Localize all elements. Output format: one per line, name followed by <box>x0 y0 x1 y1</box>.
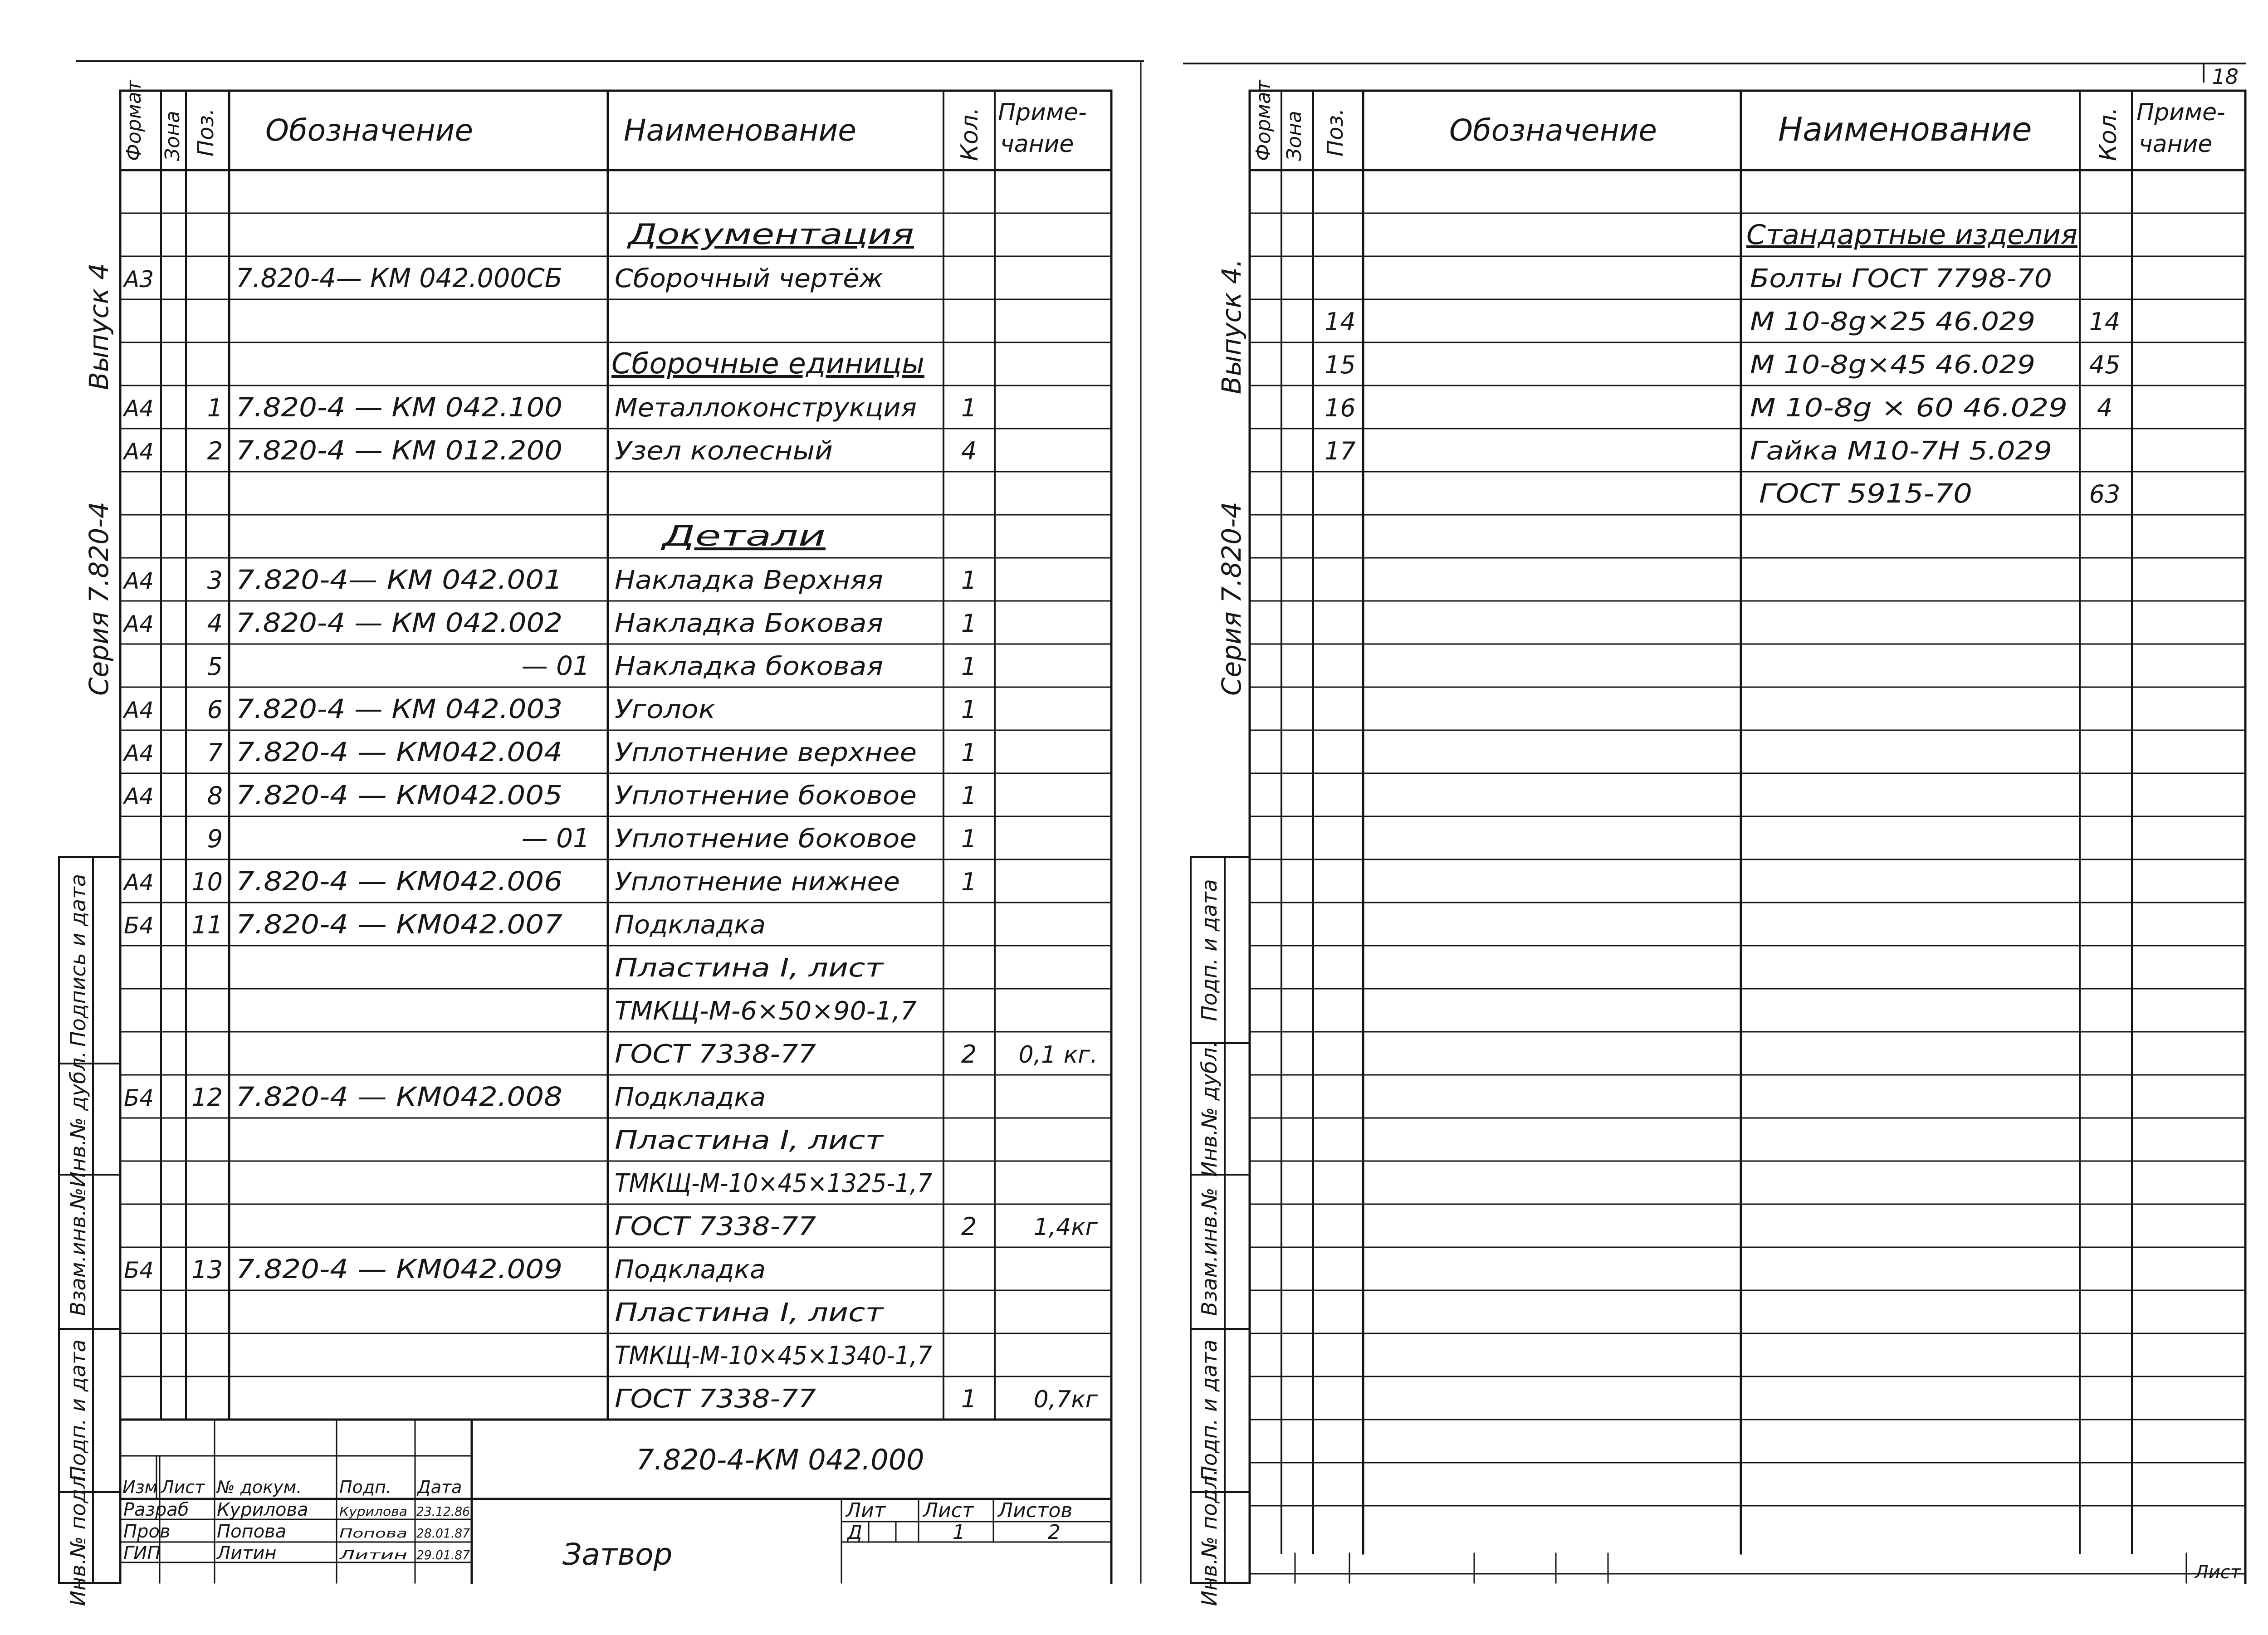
stamp-box-label: Подпись и дата <box>66 874 90 1047</box>
tb-col-header: Дата <box>417 1477 462 1497</box>
section-heading: Стандартные изделия <box>1746 219 2077 251</box>
cell-pos: 1 <box>207 394 223 422</box>
stamp-box-label: Взам.инв.№ <box>1197 1187 1222 1316</box>
sheets-label: Листов <box>998 1499 1073 1522</box>
cell-format: Б4 <box>124 1257 154 1284</box>
cell-name: ТМКЩ-М-6×50×90-1,7 <box>615 996 917 1026</box>
cell-designation: 7.820-4 — КМ042.007 <box>236 909 563 940</box>
tb-person: Курилова <box>217 1499 308 1520</box>
header-qty: Кол. <box>2095 107 2122 161</box>
right-sheet-label: Лист <box>2195 1562 2241 1583</box>
page-number: 18 <box>2212 64 2239 89</box>
series-label: Серия 7.820-4 <box>1216 502 1247 696</box>
header-designation: Обозначение <box>265 113 473 148</box>
cell-name: Металлоконструкция <box>615 393 917 423</box>
tb-col-header: Подп. <box>339 1477 392 1497</box>
cell-format: А4 <box>124 697 154 723</box>
cell-note: 0,1 кг. <box>1018 1041 1098 1069</box>
cell-name: ТМКЩ-М-10×45×1340-1,7 <box>615 1341 933 1371</box>
cell-name: Уплотнение нижнее <box>615 867 900 897</box>
cell-pos: 8 <box>207 781 223 810</box>
header-format: Формат <box>1252 80 1275 161</box>
cell-pos: 5 <box>207 652 223 681</box>
cell-designation: 7.820-4 — КМ042.004 <box>236 737 562 767</box>
tb-date: 23.12.86 <box>416 1504 470 1519</box>
cell-name: Пластина I, лист <box>615 1298 884 1328</box>
cell-pos: 17 <box>1325 437 1356 465</box>
tb-signature: Курилова <box>339 1504 407 1519</box>
cell-name: Накладка Верхняя <box>615 566 883 595</box>
section-heading: Документация <box>626 218 914 251</box>
header-zone: Зона <box>161 111 184 161</box>
cell-qty: 1 <box>961 781 977 810</box>
cell-name: ГОСТ 7338-77 <box>615 1212 816 1241</box>
stamp-box-label: Инв.№ подл. <box>66 1469 90 1606</box>
cell-name: Гайка М10-7Н 5.029 <box>1750 436 2052 466</box>
cell-qty: 45 <box>2089 351 2121 379</box>
tb-role: ГИП <box>123 1543 161 1564</box>
header-pos: Поз. <box>193 108 219 156</box>
stamp-box-label: Инв.№ дубл. <box>66 1051 90 1187</box>
cell-name: Уплотнение боковое <box>615 824 917 854</box>
sheet-value: 1 <box>953 1521 965 1544</box>
section-heading: Детали <box>660 519 826 552</box>
cell-name: Пластина I, лист <box>615 1126 884 1155</box>
cell-pos: 15 <box>1325 351 1356 379</box>
cell-name: М 10-8g×45 46.029 <box>1750 350 2035 380</box>
cell-pos: 6 <box>207 695 223 724</box>
cell-qty: 1 <box>961 825 977 853</box>
cell-qty: 4 <box>2097 394 2113 422</box>
cell-format: А4 <box>124 869 154 896</box>
cell-pos: 7 <box>207 738 223 767</box>
cell-designation: 7.820-4— КМ 042.000СБ <box>236 263 562 293</box>
header-note-line2: чание <box>1000 131 1074 158</box>
doc-number: 7.820-4-КМ 042.000 <box>636 1443 924 1476</box>
cell-name: Подкладка <box>615 1255 766 1284</box>
cell-designation: 7.820-4 — КМ 042.100 <box>236 392 562 423</box>
lit-label: Лит <box>846 1499 886 1522</box>
header-pos: Поз. <box>1323 108 1348 156</box>
cell-designation: 7.820-4 — КМ 042.002 <box>236 607 562 638</box>
header-name: Наименование <box>624 113 856 148</box>
stamp-box-label: Подп. и дата <box>66 1339 90 1482</box>
cell-qty: 1 <box>961 652 977 681</box>
stamp-box-label: Взам.инв.№ <box>66 1187 90 1316</box>
header-note-line1: Приме- <box>2136 99 2225 126</box>
cell-pos: 11 <box>191 911 223 939</box>
cell-pos: 12 <box>191 1083 223 1112</box>
cell-name: М 10-8g × 60 46.029 <box>1750 393 2068 423</box>
header-zone: Зона <box>1283 111 1306 161</box>
cell-designation: 7.820-4 — КМ042.005 <box>236 780 562 810</box>
cell-format: А4 <box>124 611 154 637</box>
tb-person: Попова <box>217 1521 287 1542</box>
cell-name: М 10-8g×25 46.029 <box>1750 307 2035 337</box>
cell-format: Б4 <box>124 913 154 939</box>
cell-pos: 2 <box>207 437 223 465</box>
cell-qty: 1 <box>961 394 977 422</box>
cell-name: ГОСТ 5915-70 <box>1759 478 1972 509</box>
cell-designation: 7.820-4 — КМ042.006 <box>236 866 562 897</box>
cell-name: Подкладка <box>615 910 766 940</box>
tb-role: Пров <box>123 1521 171 1542</box>
section-heading: Сборочные единицы <box>611 347 924 380</box>
cell-format: А4 <box>124 395 154 422</box>
cell-name: Подкладка <box>615 1083 766 1112</box>
cell-pos: 3 <box>207 566 223 595</box>
header-note-line1: Приме- <box>998 99 1087 126</box>
cell-name: Болты ГОСТ 7798-70 <box>1750 264 2052 293</box>
cell-name: Накладка Боковая <box>615 609 883 638</box>
tb-person: Литин <box>217 1543 277 1564</box>
cell-pos: 13 <box>191 1255 223 1284</box>
tb-signature: Попова <box>339 1526 407 1541</box>
cell-name: ГОСТ 7338-77 <box>615 1040 816 1069</box>
drawing-title: Затвор <box>562 1537 673 1572</box>
lit-value: Д <box>847 1521 862 1543</box>
header-name: Наименование <box>1778 110 2032 148</box>
cell-pos: 9 <box>207 825 223 853</box>
sheet-label: Лист <box>923 1499 974 1522</box>
cell-qty: 4 <box>961 437 977 465</box>
cell-format: А4 <box>124 439 154 465</box>
cell-name: Уголок <box>615 695 716 724</box>
cell-format: А3 <box>124 266 154 293</box>
tb-date: 28.01.87 <box>416 1526 470 1541</box>
tb-col-header: Лист <box>161 1477 205 1497</box>
cell-qty: 1 <box>961 1385 977 1413</box>
cell-name: Сборочный чертёж <box>615 264 883 293</box>
cell-designation: 7.820-4 — КМ 012.200 <box>236 435 562 466</box>
cell-format: А4 <box>124 740 154 766</box>
cell-qty: 2 <box>961 1040 977 1069</box>
cell-note: 0,7кг <box>1033 1386 1098 1413</box>
stamp-box-label: Подп. и дата <box>1197 879 1222 1021</box>
header-qty: Кол. <box>956 107 983 161</box>
cell-qty: 2 <box>961 1212 977 1241</box>
cell-qty: 63 <box>2089 480 2121 508</box>
cell-pos: 16 <box>1325 394 1356 422</box>
tb-col-header: Изм <box>122 1477 158 1497</box>
cell-qty: 1 <box>961 695 977 724</box>
cell-designation: 7.820-4 — КМ 042.003 <box>236 693 562 724</box>
cell-note: 1,4кг <box>1033 1214 1098 1241</box>
series-issue-label: Выпуск 4 <box>83 263 114 390</box>
cell-format: Б4 <box>124 1085 154 1111</box>
tb-date: 29.01.87 <box>416 1547 470 1562</box>
cell-name: Узел колесный <box>615 436 833 466</box>
text-layer <box>66 64 2242 1606</box>
cell-pos: 4 <box>207 609 223 638</box>
tb-col-header: № докум. <box>217 1477 302 1497</box>
stamp-box-label: Инв.№ подл. <box>1197 1469 1222 1606</box>
cell-designation: — 01 <box>521 823 590 854</box>
tb-role: Разраб <box>123 1499 189 1520</box>
cell-qty: 1 <box>961 566 977 595</box>
stamp-box-label: Подп. и дата <box>1197 1339 1222 1482</box>
cell-name: Уплотнение верхнее <box>615 738 917 767</box>
header-format: Формат <box>122 80 146 161</box>
cell-qty: 14 <box>2089 307 2121 336</box>
cell-name: Уплотнение боковое <box>615 781 917 810</box>
series-label: Серия 7.820-4 <box>83 502 114 696</box>
cell-name: Накладка боковая <box>615 652 883 681</box>
series-issue-label: Выпуск 4. <box>1216 259 1247 395</box>
header-note-line2: чание <box>2139 131 2213 158</box>
cell-format: А4 <box>124 568 154 594</box>
sheets-value: 2 <box>1048 1521 1061 1544</box>
cell-qty: 1 <box>961 738 977 767</box>
tb-signature: Литин <box>338 1547 407 1562</box>
cell-pos: 14 <box>1325 307 1356 336</box>
cell-designation: 7.820-4 — КМ042.008 <box>236 1081 562 1112</box>
cell-designation: — 01 <box>521 650 590 681</box>
cell-name: ГОСТ 7338-77 <box>615 1384 816 1414</box>
cell-designation: 7.820-4 — КМ042.009 <box>236 1254 562 1284</box>
cell-pos: 10 <box>191 868 223 896</box>
cell-designation: 7.820-4— КМ 042.001 <box>236 564 562 595</box>
header-designation: Обозначение <box>1449 113 1657 148</box>
cell-format: А4 <box>124 783 154 810</box>
stamp-box-label: Инв.№ дубл. <box>1197 1040 1222 1177</box>
cell-name: ТМКЩ-М-10×45×1325-1,7 <box>615 1169 933 1198</box>
cell-qty: 1 <box>961 868 977 896</box>
cell-name: Пластина I, лист <box>615 953 884 983</box>
cell-qty: 1 <box>961 609 977 638</box>
